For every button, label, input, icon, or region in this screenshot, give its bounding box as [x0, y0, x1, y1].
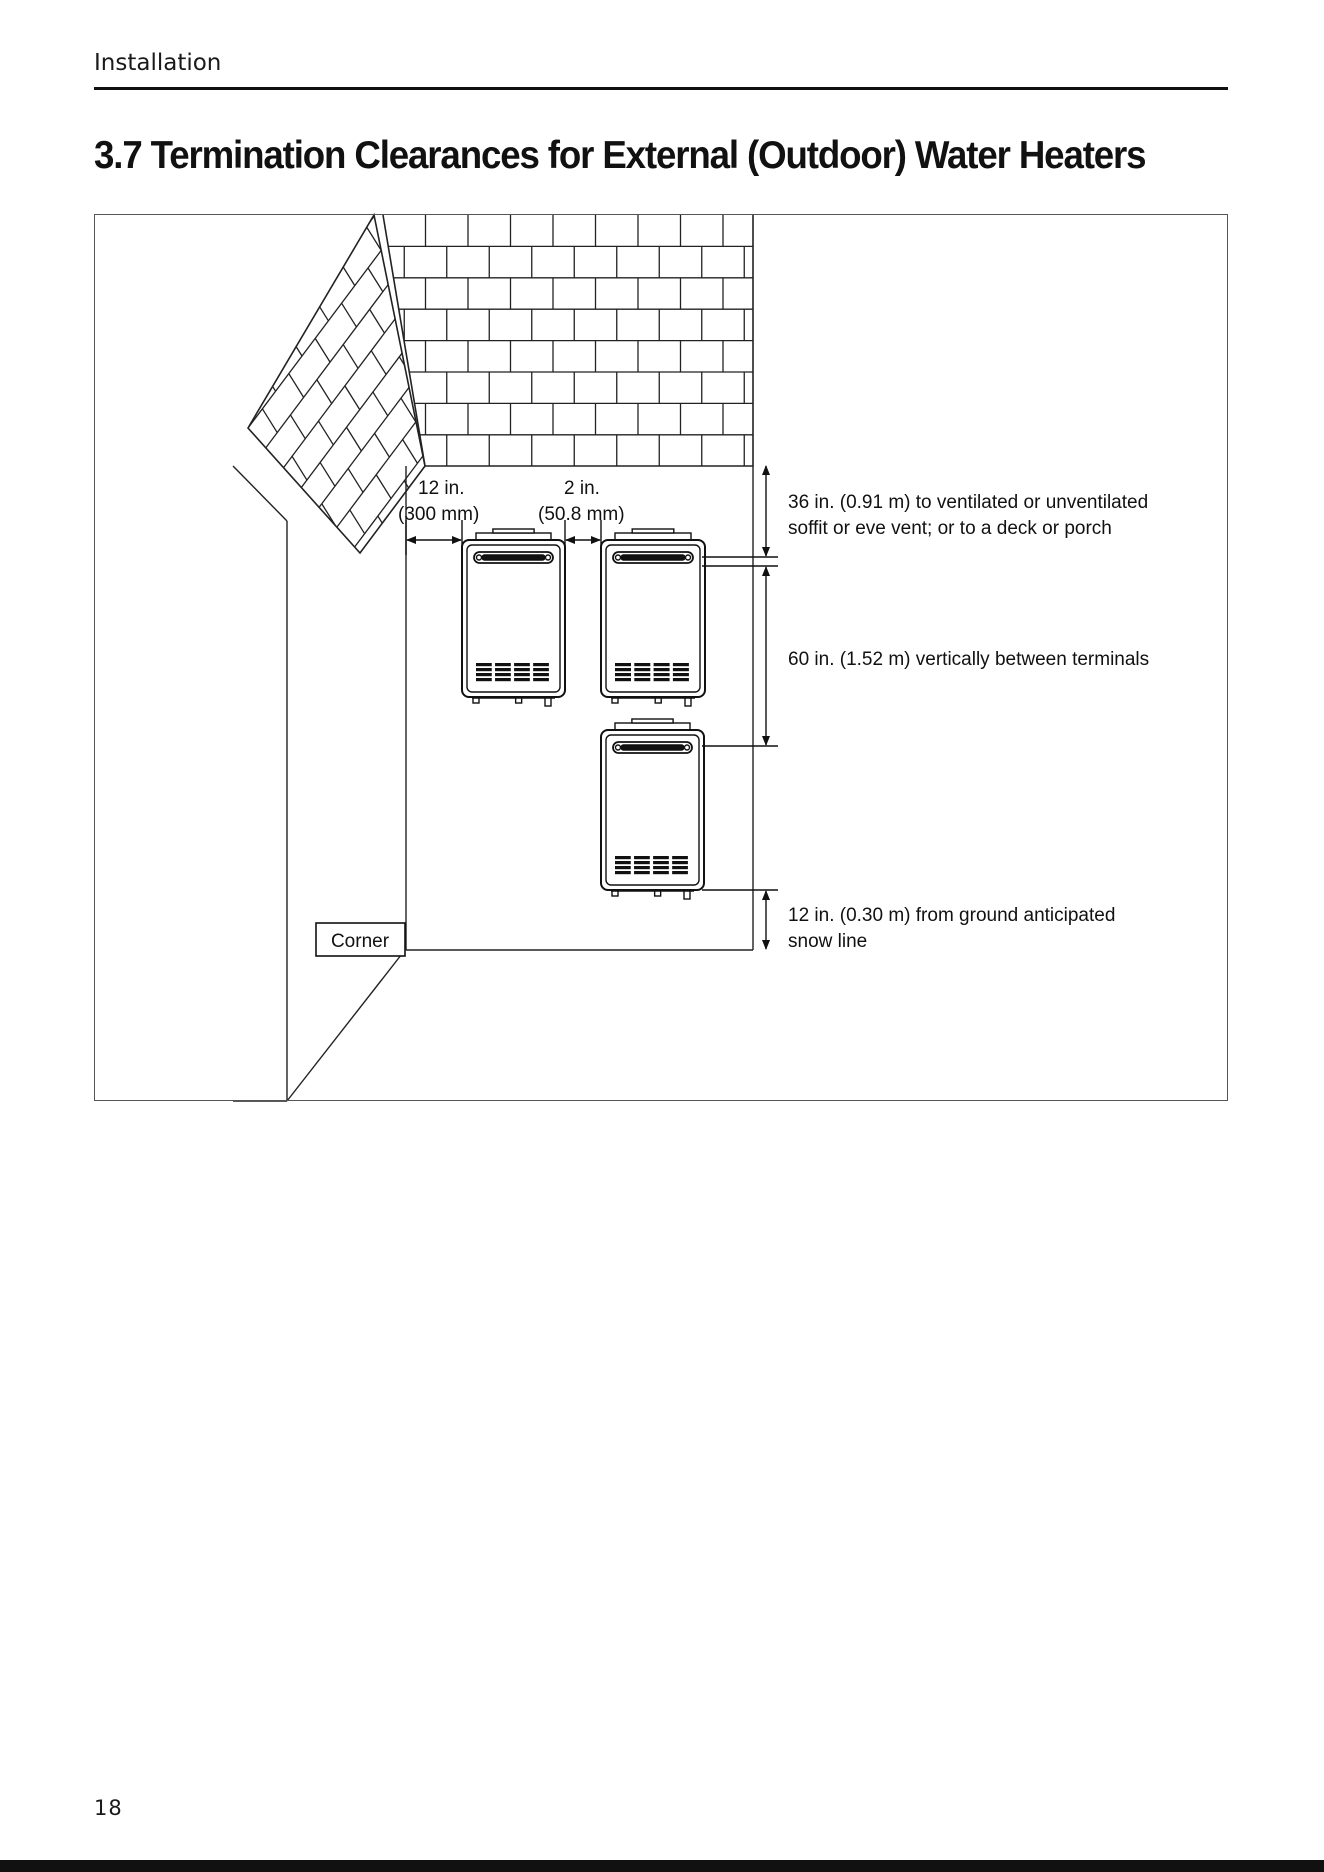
header-section-label: Installation: [94, 50, 222, 76]
side-clearance-in: 12 in.: [418, 478, 465, 499]
soffit-clearance-line2: soffit or eve vent; or to a deck or porch: [788, 518, 1112, 539]
ground-clearance-line2: snow line: [788, 931, 868, 952]
corner-label: Corner: [330, 931, 390, 952]
section-title-text: Termination Clearances for External (Outdoor) Water Heaters: [150, 134, 1146, 177]
between-units-mm: (50.8 mm): [538, 504, 625, 525]
section-number: 3.7: [94, 134, 142, 177]
side-clearance-mm: (300 mm): [398, 504, 480, 525]
page-number: 18: [94, 1796, 123, 1820]
between-units-in: 2 in.: [564, 478, 600, 499]
soffit-clearance-line1: 36 in. (0.91 m) to ventilated or unventilated: [788, 492, 1149, 513]
ground-clearance-line1: 12 in. (0.30 m) from ground anticipated: [788, 905, 1116, 926]
footer-rule: [0, 1860, 1324, 1872]
vertical-between-terminals: 60 in. (1.52 m) vertically between terminals: [788, 649, 1150, 670]
figure-frame: [94, 214, 1228, 1101]
